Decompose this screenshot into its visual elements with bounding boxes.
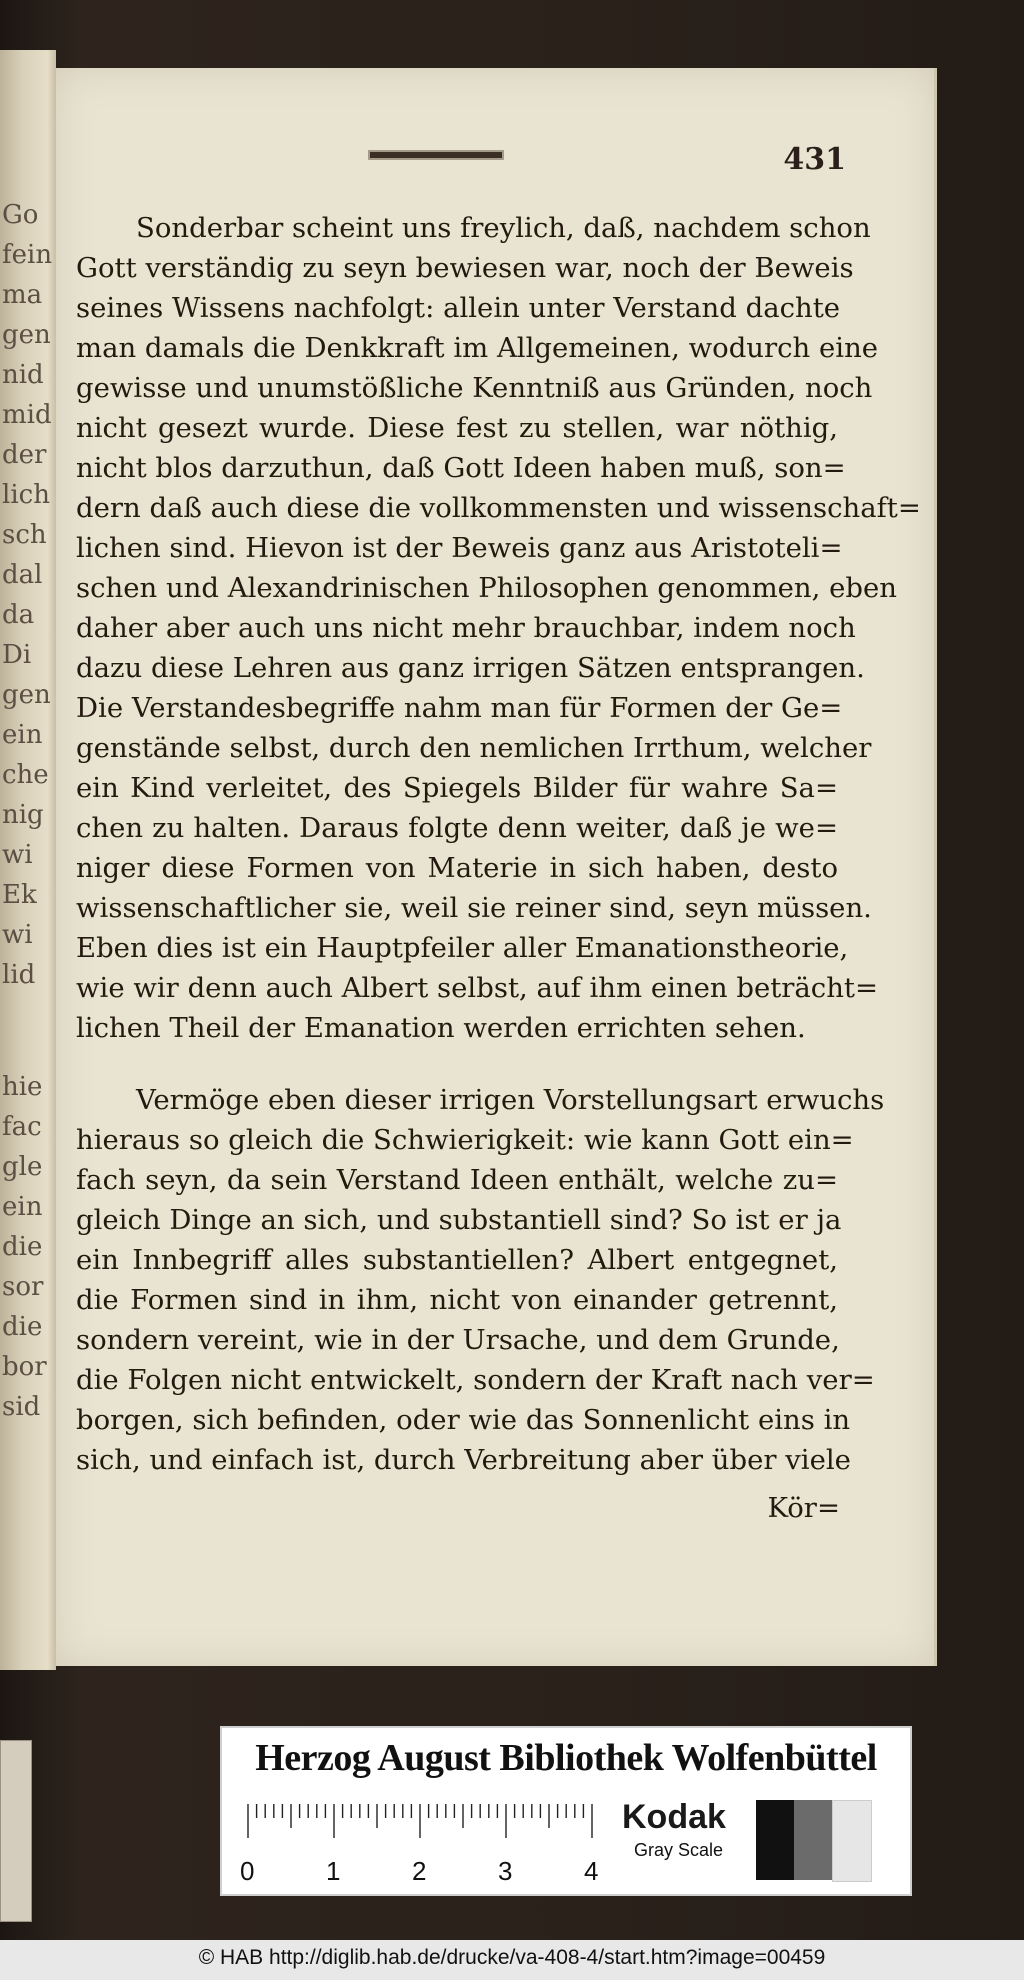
text-line: sondern vereint, wie in der Ursache, und dem Grunde, (76, 1324, 840, 1356)
left-page-fragment: bor (2, 1352, 47, 1382)
header-rule (368, 150, 504, 160)
left-page-fragment: nig (2, 800, 44, 830)
left-page-fragment: wi (2, 840, 33, 870)
ruler-number: 2 (412, 1856, 427, 1886)
text-line: dazu diese Lehren aus ganz irrigen Sätzen entsprangen. (76, 652, 865, 684)
left-page-fragment: wi (2, 920, 33, 950)
text-line: lichen Theil der Emanation werden errichten sehen. (76, 1012, 806, 1044)
gray-swatch-white (832, 1800, 872, 1882)
left-page-tab (0, 1740, 32, 1922)
left-page-fragment: Go (2, 200, 39, 230)
ruler-number: 0 (240, 1856, 255, 1886)
text-line: hieraus so gleich die Schwierigkeit: wie kann Gott ein= (76, 1124, 854, 1156)
text-line: chen zu halten. Daraus folgte denn weiter, daß je we= (76, 812, 838, 844)
left-page-fragment: lich (2, 480, 50, 510)
text-line: dern daß auch diese die vollkommensten und wissenschaft= (76, 492, 921, 524)
left-page-fragment: die (2, 1312, 43, 1342)
text-line: daher aber auch uns nicht mehr brauchbar, indem noch (76, 612, 856, 644)
text-line: sich, und einfach ist, durch Verbreitung aber über viele (76, 1444, 851, 1476)
left-page-fragment: Di (2, 640, 32, 670)
left-page-fragment: dal (2, 560, 43, 590)
left-page-fragment: der (2, 440, 47, 470)
left-page-edge (0, 50, 56, 1670)
left-page-fragment: Ek (2, 880, 37, 910)
left-page-fragment: gen (2, 680, 51, 710)
left-page-fragment: sid (2, 1392, 41, 1422)
book-page (56, 68, 937, 1666)
left-page-fragment: hie (2, 1072, 43, 1102)
text-line: nicht blos darzuthun, daß Gott Ideen haben muß, son= (76, 452, 846, 484)
ruler-number: 3 (498, 1856, 513, 1886)
left-page-fragment: da (2, 600, 35, 630)
text-line: Eben dies ist ein Hauptpfeiler aller Emanationstheorie, (76, 932, 849, 964)
text-line: genstände selbst, durch den nemlichen Irrthum, welcher (76, 732, 872, 764)
text-line: schen und Alexandrinischen Philosophen genommen, eben (76, 572, 897, 604)
left-page-fragment: ein (2, 1192, 43, 1222)
left-page-fragment: lid (2, 960, 36, 990)
text-line: ein Kind verleitet, des Spiegels Bilder für wahre Sa= (76, 772, 838, 804)
left-page-fragment: gen (2, 320, 51, 350)
text-line: niger diese Formen von Materie in sich haben, desto (76, 852, 838, 884)
left-page-fragment: sor (2, 1272, 44, 1302)
left-page-fragment: mid (2, 400, 52, 430)
card-title: Herzog August Bibliothek Wolfenbüttel (255, 1737, 877, 1779)
text-line: ein Innbegriff alles substantiellen? Albert entgegnet, (76, 1244, 838, 1276)
catchword: Kör= (767, 1492, 840, 1524)
text-line: Gott verständig zu seyn bewiesen war, noch der Beweis (76, 252, 854, 284)
gray-swatch-mid (794, 1800, 832, 1880)
text-line: die Folgen nicht entwickelt, sondern der Kraft nach ver= (76, 1364, 875, 1396)
left-page-fragment: sch (2, 520, 47, 550)
ruler-number: 4 (584, 1856, 599, 1886)
gray-scale-label: Gray Scale (634, 1840, 724, 1860)
text-line: Die Verstandesbegriffe nahm man für Formen der Ge= (76, 692, 843, 724)
ruler-number: 1 (326, 1856, 341, 1886)
text-line: wie wir denn auch Albert selbst, auf ihm einen beträcht= (76, 972, 879, 1004)
left-page-fragment: fac (2, 1112, 42, 1142)
text-line: Vermöge eben dieser irrigen Vorstellungsart erwuchs (136, 1084, 885, 1116)
copyright-caption: © HAB http://diglib.hab.de/drucke/va-408-4/start.htm?image=00459 (198, 1946, 826, 1969)
gray-swatch-black (756, 1800, 794, 1880)
text-line: die Formen sind in ihm, nicht von einander getrennt, (76, 1284, 838, 1316)
text-line: nicht gesezt wurde. Diese fest zu stellen, war nöthig, (76, 412, 838, 444)
text-line: gewisse und unumstößliche Kenntniß aus Gründen, noch (76, 372, 873, 404)
kodak-logo: Kodak (622, 1798, 726, 1836)
left-page-fragment: ma (2, 280, 43, 310)
text-line: fach seyn, da sein Verstand Ideen enthält, welche zu= (76, 1164, 838, 1196)
text-line: man damals die Denkkraft im Allgemeinen, wodurch eine (76, 332, 879, 364)
color-calibration-card (220, 1726, 912, 1896)
text-line: borgen, sich befinden, oder wie das Sonnenlicht eins in (76, 1404, 851, 1436)
left-page-fragment: fein (2, 240, 53, 270)
text-line: Sonderbar scheint uns freylich, daß, nachdem schon (136, 212, 871, 244)
page-number: 431 (783, 142, 846, 177)
left-page-fragment: che (2, 760, 49, 790)
text-line: wissenschaftlicher sie, weil sie reiner sind, seyn müssen. (76, 892, 872, 924)
left-page-fragment: nid (2, 360, 44, 390)
left-page-fragment: gle (2, 1152, 43, 1182)
left-page-fragment: ein (2, 720, 43, 750)
text-line: seines Wissens nachfolgt: allein unter Verstand dachte (76, 292, 841, 324)
text-line: gleich Dinge an sich, und substantiell sind? So ist er ja (76, 1204, 842, 1236)
left-page-fragment: die (2, 1232, 43, 1262)
text-line: lichen sind. Hievon ist der Beweis ganz aus Aristoteli= (76, 532, 843, 564)
